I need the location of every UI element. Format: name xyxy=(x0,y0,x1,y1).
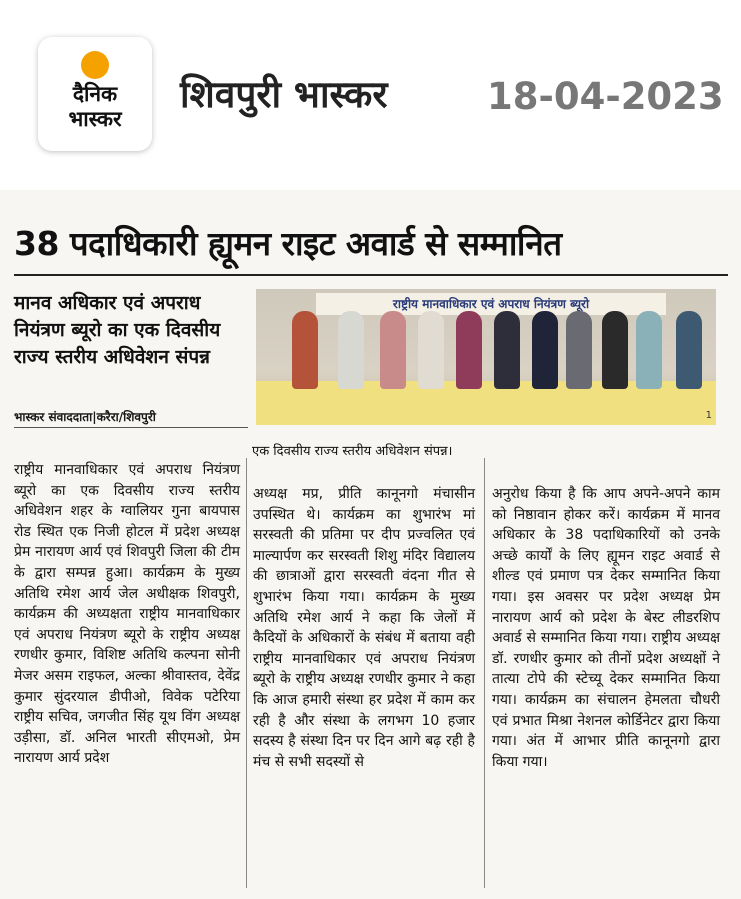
photo-person xyxy=(418,311,444,389)
event-photo xyxy=(256,289,716,425)
dainik-bhaskar-logo xyxy=(38,37,152,151)
photo-caption: एक दिवसीय राज्य स्तरीय अधिवेशन संपन्न। xyxy=(252,444,453,459)
photo-person xyxy=(292,311,318,389)
edition-name: शिवपुरी भास्कर xyxy=(180,73,388,116)
header-bar xyxy=(0,0,741,185)
photo-person xyxy=(602,311,628,389)
article-subheading: मानव अधिकार एवं अपराध नियंत्रण ब्यूरो का एक दिवसीय राज्य स्तरीय अधिवेशन संपन्न xyxy=(14,292,221,368)
logo-text-line1: दैनिक xyxy=(72,82,118,106)
photo-person xyxy=(494,311,520,389)
logo-text-line2: भास्कर xyxy=(68,107,122,131)
photo-person xyxy=(338,311,364,389)
photo-banner-text: राष्ट्रीय मानवाधिकार एवं अपराध नियंत्रण ब्यूरो xyxy=(316,293,666,315)
photo-person xyxy=(676,311,702,389)
article-headline: 38 पदाधिकारी ह्यूमन राइट अवार्ड से सम्मानित xyxy=(14,224,562,263)
photo-person xyxy=(380,311,406,389)
column-divider xyxy=(246,458,247,888)
headline-divider xyxy=(14,274,728,276)
photo-number: 1 xyxy=(705,410,712,421)
photo-person xyxy=(532,311,558,389)
column-divider xyxy=(484,458,485,888)
article-column-1: राष्ट्रीय मानवाधिकार एवं अपराध नियंत्रण ब्यूरो का एक दिवसीय राज्य स्तरीय अधिवेशन शहर के ग्वालियर गुना बायपास रोड स्थित एक निजी होटल में प्रदेश अध्यक्ष प्रेम नारायण आर्य एवं शिवपुरी जिला की टीम के द्वारा सम्पन्न हुआ। कार्यक्रम के मुख्य अतिथि रमेश आर्य जेल अधीक्षक शिवपुरी, कार्यक्रम की अध्यक्षता राष्ट्रीय मानवाधिकार एवं अपराध नियंत्रण ब्यूरो के राष्ट्रीय अध्यक्ष रणधीर कुमार, विशिष्ट अतिथि कल्पना सोनी मेजर असम राइफल, अल्का श्रीवास्तव, देवेंद्र कुमार सुंदरयाल डीपीओ, विवेक पटेरिया राष्ट्रीय सचिव, जगजीत सिंह यूथ विंग अध्यक्ष उड़ीसा, डॉ. अनिल भारती सीएमओ, प्रेम नारायण आर्य प्रदेश xyxy=(14,462,240,767)
article-column-3: अनुरोध किया है कि आप अपने-अपने काम को निष्ठावान होकर करें। कार्यक्रम में मानव अधिकार के 38 पदाधिकारियों को उनके अच्छे कार्यों के लिए ह्यूमन राइट अवार्ड से शील्ड एवं प्रमाण पत्र देकर सम्मानित किया गया। इस अवसर पर प्रदेश अध्यक्ष प्रेम नारायण आर्य को प्रदेश के बेस्ट लीडरशिप अवार्ड से सम्मानित किया गया। राष्ट्रीय अध्यक्ष डॉ. रणधीर कुमार को तीनों प्रदेश अध्यक्षों ने तात्या टोपे की स्टेच्यू देकर सम्मानित किया गया। कार्यक्रम का संचालन हेमलता चौधरी एवं प्रभात मिश्रा नेशनल कोर्डिनेटर द्वारा किया गया। अंत में आभार प्रीति कानूनगो द्वारा किया गया। xyxy=(492,486,720,770)
sun-icon xyxy=(81,51,109,79)
article-column-2: अध्यक्ष मप्र, प्रीति कानूनगो मंचासीन उपस्थित थे। कार्यक्रम का शुभारंभ मां सरस्वती की प्रतिमा पर दीप प्रज्वलित एवं माल्यार्पण कर सरस्वती शिशु मंदिर विद्यालय की छात्राओं द्वारा सरस्वती वंदना गीत से शुभारंभ किया गया। कार्यक्रम के मुख्य अतिथि रमेश आर्य ने कहा कि जेलों में कैदियों के अधिकारों के संबंध में बताया वही राष्ट्रीय मानवाधिकार एवं अपराध नियंत्रण ब्यूरो के राष्ट्रीय अध्यक्ष रणधीर कुमार ने कहा कि आज हमारी संस्था हर प्रदेश में काम कर रही है और संस्था के लगभग 10 हजार सदस्य है संस्था दिन पर दिन आगे बढ़ रही है मंच से सभी सदस्यों से xyxy=(253,486,475,770)
photo-person xyxy=(456,311,482,389)
photo-person xyxy=(636,311,662,389)
photo-person xyxy=(566,311,592,389)
article-byline: भास्कर संवाददाता|करैरा/शिवपुरी xyxy=(14,407,248,428)
edition-date: 18-04-2023 xyxy=(487,75,724,118)
